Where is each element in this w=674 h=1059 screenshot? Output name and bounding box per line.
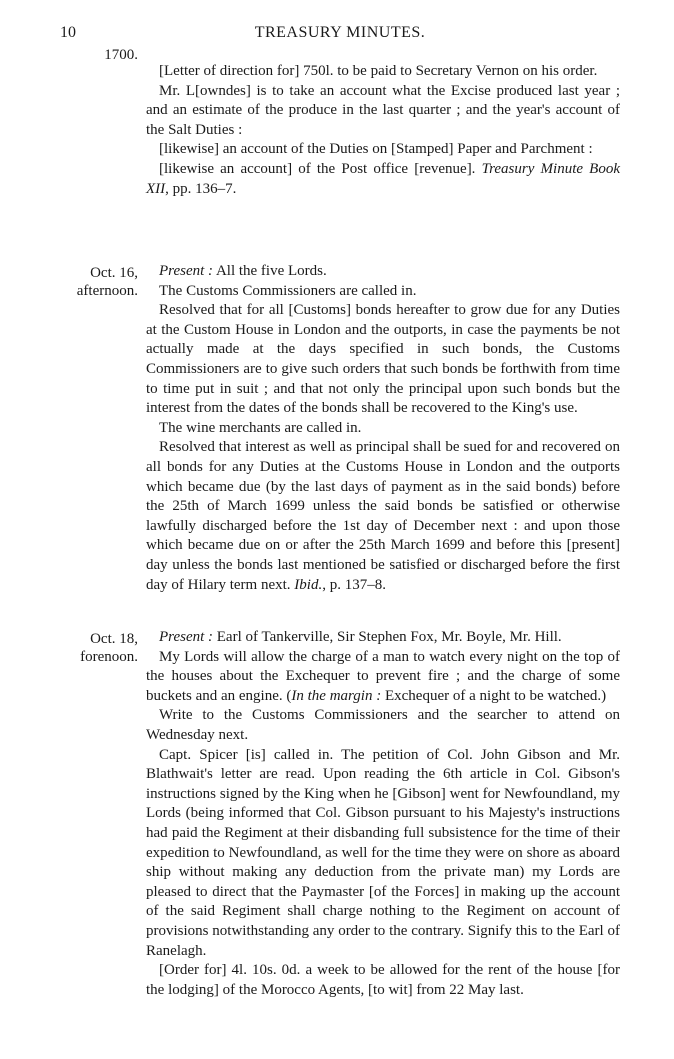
- margin-time: afternoon.: [76, 283, 138, 299]
- paragraph: [likewise an account] of the Post office [revenue]. Treasury Minute Book XII, pp. 136–7.: [146, 160, 620, 197]
- paragraph: Resolved that interest as well as principal shall be sued for and recovered on all bonds for any Duties at the Customs House in London and the outports which became due (by the last days of payment as in the said bonds) before the 25th of March 1699 unless the said bonds be satisfied or otherwise lawfully discharged before the 1st day of December next : and upon those which became due on or after the 25th March 1699 and before this [present] day unless the bonds last mentioned be satisfied or discharged before the first day of Hilary term next. Ibid., p. 137–8.: [146, 439, 620, 593]
- paragraph: Present : Earl of Tankerville, Sir Stephen Fox, Mr. Boyle, Mr. Hill.: [159, 629, 562, 645]
- paragraph: The Customs Commissioners are called in.: [159, 282, 417, 299]
- paragraph: Write to the Customs Commissioners and the searcher to attend on Wednesday next.: [146, 707, 620, 743]
- paragraph: The wine merchants are called in.: [159, 419, 362, 436]
- margin-time: forenoon.: [80, 649, 138, 665]
- margin-year: 1700.: [104, 47, 138, 63]
- paragraph: Mr. L[owndes] is to take an account what the Excise produced last year ; and an estimate of the produce in the last quarter ; and the year's account of the Salt Duties :: [146, 82, 620, 138]
- paragraph: [likewise] an account of the Duties on [Stamped] Paper and Parchment :: [159, 141, 593, 158]
- margin-date: Oct. 18,: [90, 631, 138, 647]
- paragraph: Present : All the five Lords.: [159, 263, 327, 279]
- page-header: [60, 24, 620, 46]
- paragraph: Resolved that for all [Customs] bonds hereafter to grow due for any Duties at the Custom House in London and the outports, in case the payments be not actually made at the days specified in such bonds, the Customs Commissioners are to give such orders that such bonds be forthwith from time to time put in suit ; and that not only the principal upon such bonds but the interest from the dates of the bonds shall be recovered to the King's use.: [146, 302, 620, 417]
- paragraph: [Order for] 4l. 10s. 0d. a week to be allowed for the rent of the house [for the lodging] of the Morocco Agents, [to wit] from 22 May last.: [146, 962, 620, 998]
- entry-3: [146, 628, 620, 1000]
- paragraph: Capt. Spicer [is] called in. The petition of Col. John Gibson and Mr. Blathwait's letter are read. Upon reading the 6th article in Col. Gibson's instructions signed by the King when he [Gibson] went for Newfoundland, my Lords (being informed that Col. Gibson pursuant to his Majesty's instructions had paid the Regiment at their disbanding full subsistence for the time of their expedition to Newfoundland, as well for the time they were on shore as aboard ship without making any deduction from the private man) my Lords are pleased to direct that the Paymaster [of the Forces] in making up the account of the said Regiment shall charge nothing to the Regiment on account of provisions notwithstanding any order to the contrary. Signify this to the Earl of Ranelagh.: [146, 746, 620, 959]
- running-title: TREASURY MINUTES.: [254, 24, 426, 41]
- margin-date: Oct. 16,: [90, 265, 138, 281]
- page-number: 10: [60, 24, 76, 41]
- entry-1: [146, 62, 620, 199]
- entry-2: [146, 262, 620, 595]
- paragraph: [Letter of direction for] 750l. to be paid to Secretary Vernon on his order.: [159, 63, 598, 79]
- paragraph: My Lords will allow the charge of a man to watch every night on the top of the houses about the Exchequer to prevent fire ; and the charge of some buckets and an engine. (In the margin : Exchequer of a night to be watched.): [146, 648, 620, 704]
